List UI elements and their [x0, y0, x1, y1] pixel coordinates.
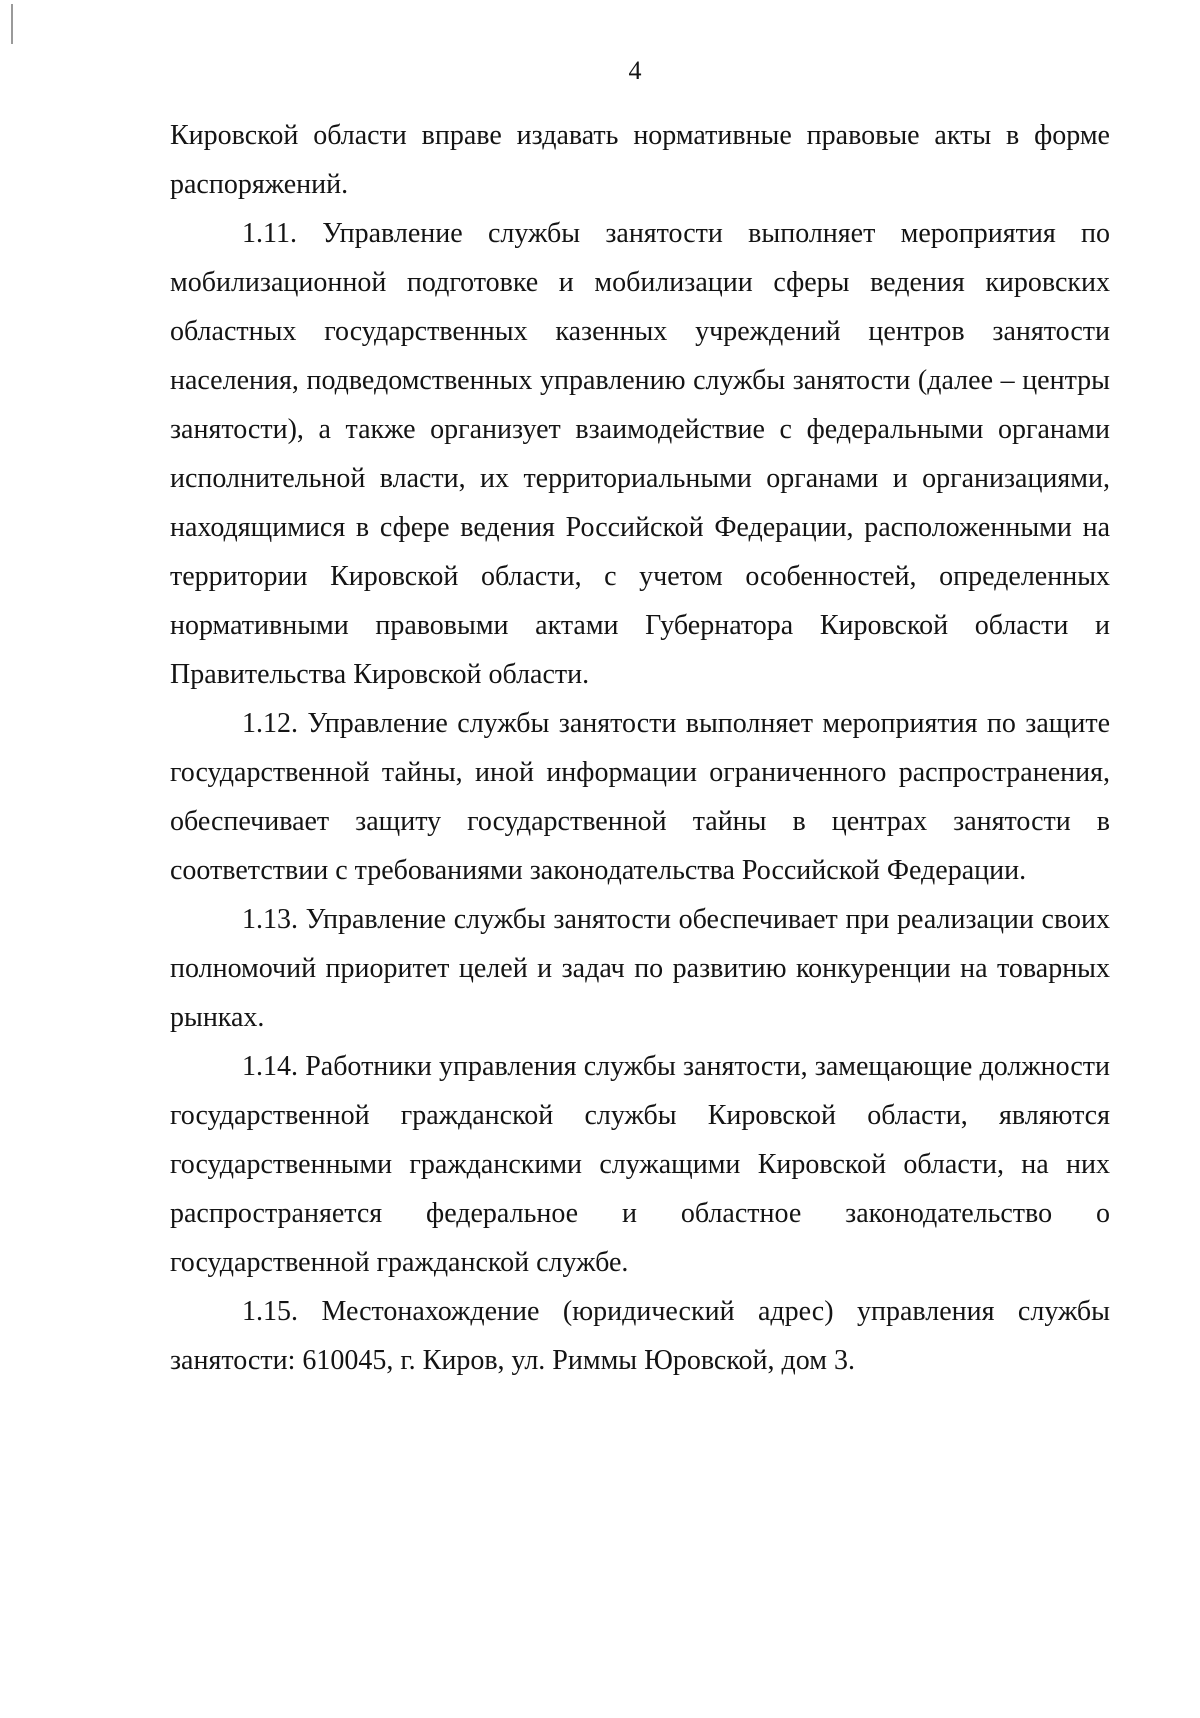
paragraph-1-12: 1.12. Управление службы занятости выполняет мероприятия по защите государственной тайны, иной информации ограниченного распространения, обеспечивает защиту государственной тайны в центрах занятости в соответствии с требованиями законодательства Российской Федерации. [170, 708, 1110, 886]
paragraph-1-14: 1.14. Работники управления службы занятости, замещающие должности государственной гражданской службы Кировской области, являются государственными гражданскими служащими Кировской области, на них распространяется федеральное и областное законодательство о государственной гражданской службе. [170, 1051, 1110, 1278]
paragraph-1-11: 1.11. Управление службы занятости выполняет мероприятия по мобилизационной подготовке и мобилизации сферы ведения кировских областных государственных казенных учреждений центров занятости населения, подведомственных управлению службы занятости (далее – центры занятости), а также организует взаимодействие с федеральными органами исполнительной власти, их территориальными органами и организациями, находящимися в сфере ведения Российской Федерации, расположенными на территории Кировской области, с учетом особенностей, определенных нормативными правовыми актами Губернатора Кировской области и Правительства Кировской области. [170, 218, 1110, 690]
paragraph-continuation: Кировской области вправе издавать нормативные правовые акты в форме распоряжений. [170, 120, 1110, 200]
paragraph-1-13: 1.13. Управление службы занятости обеспечивает при реализации своих полномочий приоритет целей и задач по развитию конкуренции на товарных рынках. [170, 904, 1110, 1033]
paragraph-1-15: 1.15. Местонахождение (юридический адрес) управления службы занятости: 610045, г. Киров, ул. Риммы Юровской, дом 3. [170, 1296, 1110, 1376]
scan-edge-mark [11, 4, 13, 44]
page-number: 4 [628, 56, 642, 85]
document-body [170, 111, 1110, 1385]
